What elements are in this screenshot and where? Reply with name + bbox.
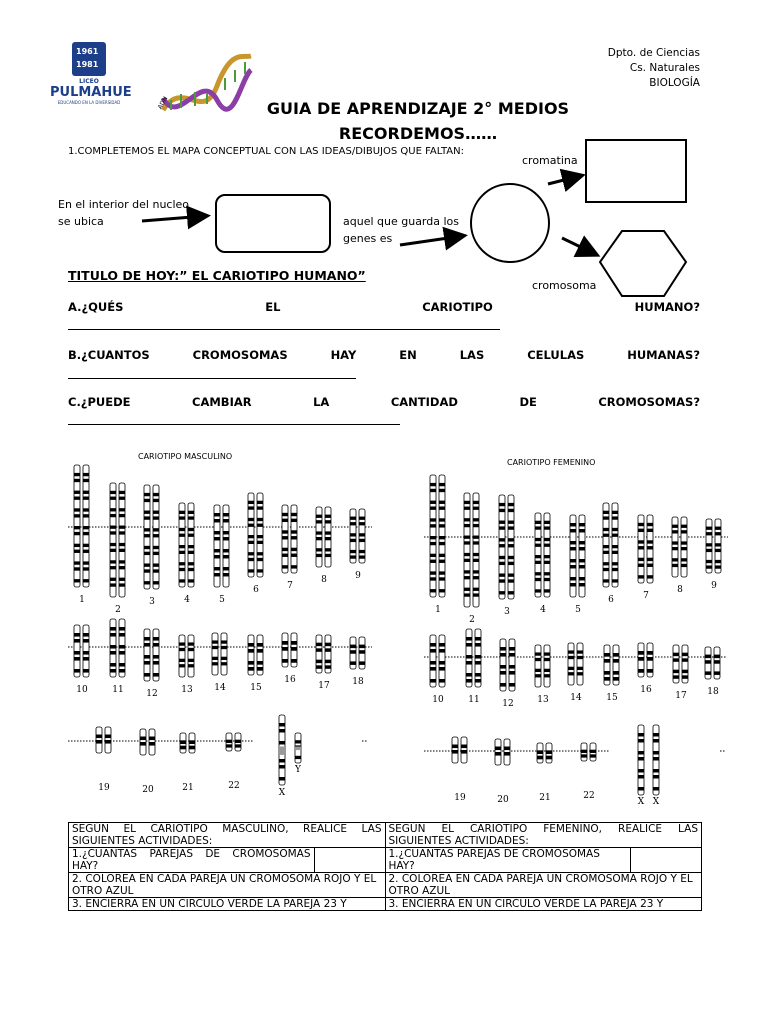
question-a-word: A.¿QUÉS <box>68 300 124 314</box>
male-chromosome-pair <box>235 733 241 751</box>
male-chromosome-number: 7 <box>287 581 293 591</box>
female-chromosome-number: 12 <box>502 699 514 709</box>
female-chromosome-number: 14 <box>570 693 582 703</box>
female-q3: 3. ENCIERRA EN UN CIRCULO VERDE LA PAREJA 23 Y <box>385 898 702 911</box>
female-chromosome-number: 20 <box>497 795 509 805</box>
female-q2: 2. COLOREA EN CADA PAREJA UN CROMOSOMA ROJO Y EL OTRO AZUL <box>385 873 702 898</box>
empty-circle <box>471 184 549 262</box>
male-q3: 3. ENCIERRA EN UN CIRCULO VERDE LA PAREJA 23 Y <box>69 898 386 911</box>
female-chromosome-pair <box>466 629 472 687</box>
female-chromosome-number: 21 <box>539 793 551 803</box>
cromosoma-label: cromosoma <box>532 279 597 292</box>
female-chromosome-number: 11 <box>468 695 480 705</box>
dept-line-2: Cs. Naturales <box>629 62 700 74</box>
question-b-word: CROMOSOMAS <box>192 348 288 362</box>
title-line-1: GUIA DE APRENDIZAJE 2° MEDIOS <box>266 99 570 118</box>
female-chromosome-pair <box>500 639 506 691</box>
male-chromosome-number: 21 <box>182 783 194 793</box>
female-chromosome-number: 9 <box>711 581 717 591</box>
female-chromosome-pair <box>715 519 721 573</box>
arrow-to-circle <box>400 236 462 245</box>
male-chromosome-pair <box>350 637 356 669</box>
question-b <box>68 348 700 362</box>
female-chromosome-number: 6 <box>608 595 614 605</box>
male-chromosome-pair <box>105 727 111 753</box>
female-chromosome-number: 1 <box>435 605 441 615</box>
female-x-chromosome <box>653 725 659 795</box>
question-c <box>68 395 700 409</box>
question-b-word: HAY <box>330 348 357 362</box>
female-chromosome-pair <box>544 513 550 597</box>
concept-middle-line-2: genes es <box>343 232 393 245</box>
female-chromosome-pair <box>475 629 481 687</box>
female-chromosome-pair <box>612 503 618 587</box>
male-chromosome-pair <box>144 629 150 681</box>
male-chromosome-number: 15 <box>250 683 262 693</box>
male-chromosome-pair <box>350 509 356 563</box>
male-chromosome-number: 6 <box>253 585 259 595</box>
dna-label: ADN <box>156 95 170 111</box>
female-chromosome-pair <box>430 635 436 687</box>
female-chromosome-pair <box>577 643 583 685</box>
female-chromosome-number: 5 <box>575 605 581 615</box>
badge-year-top: 1961 <box>76 47 99 56</box>
male-x-chromosome <box>279 715 285 785</box>
female-chromosome-number: 10 <box>432 695 444 705</box>
male-y-label: Y <box>295 765 301 775</box>
female-x-chromosome <box>638 725 644 795</box>
male-chromosome-pair <box>291 633 297 667</box>
question-b-word: EN <box>399 348 417 362</box>
dept-line-1: Dpto. de Ciencias <box>607 47 700 59</box>
male-chromosome-pair <box>248 635 254 675</box>
question-c-word: CANTIDAD <box>390 395 458 409</box>
female-chromosome-number: 13 <box>537 695 549 705</box>
female-chromosome-pair <box>546 743 552 763</box>
question-a-word: EL <box>265 300 281 314</box>
male-chromosome-pair <box>179 503 185 587</box>
female-chromosome-pair <box>508 495 514 599</box>
school-logo <box>50 40 132 108</box>
male-chromosome-pair <box>110 619 116 677</box>
female-chromosome-pair <box>706 519 712 573</box>
answer-line-c[interactable] <box>68 424 400 425</box>
male-y-chromosome <box>295 733 301 763</box>
empty-hexagon <box>600 231 686 296</box>
female-chromosome-pair <box>504 739 510 765</box>
female-chromosome-pair <box>509 639 515 691</box>
male-chromosome-pair <box>180 733 186 753</box>
female-karyotype-title: CARIOTIPO FEMENINO <box>507 458 596 467</box>
concept-map-instruction: 1.COMPLETEMOS EL MAPA CONCEPTUAL CON LAS IDEAS/DIBUJOS QUE FALTAN: <box>68 146 464 157</box>
male-chromosome-pair <box>221 633 227 675</box>
male-chromosome-pair <box>291 505 297 573</box>
question-c-word: LA <box>313 395 330 409</box>
activities-table <box>68 822 702 911</box>
female-q1-answer-box[interactable] <box>631 848 701 872</box>
male-chromosome-number: 3 <box>149 597 155 607</box>
male-chromosome-pair <box>282 505 288 573</box>
cromatina-label: cromatina <box>522 154 578 167</box>
female-chromosome-pair <box>714 647 720 679</box>
female-chromosome-pair <box>647 515 653 583</box>
female-chromosome-pair <box>590 743 596 761</box>
male-chromosome-pair <box>212 633 218 675</box>
female-chromosome-pair <box>673 645 679 683</box>
question-c-word: CAMBIAR <box>192 395 252 409</box>
male-chromosome-pair <box>119 483 125 597</box>
logo-school-name: PULMAHUE <box>50 85 132 100</box>
male-chromosome-number: 12 <box>146 689 158 699</box>
male-chromosome-pair <box>119 619 125 677</box>
female-chromosome-number: 16 <box>640 685 652 695</box>
male-chromosome-pair <box>83 465 89 587</box>
concept-left-line-2: se ubica <box>58 215 104 228</box>
female-q1: 1.¿CUANTAS PAREJAS DE CROMOSOMAS HAY? <box>386 848 632 872</box>
male-q2: 2. COLOREA EN CADA PAREJA UN CROMOSOMA ROJO Y EL OTRO AZUL <box>69 873 386 898</box>
male-chromosome-pair <box>153 485 159 589</box>
question-c-word: C.¿PUEDE <box>68 395 131 409</box>
male-chromosome-number: 8 <box>321 575 327 585</box>
dna-helix-image <box>155 48 255 120</box>
male-chromosome-pair <box>214 505 220 587</box>
answer-line-a[interactable] <box>68 329 500 330</box>
dept-line-3: BIOLOGÍA <box>649 77 700 89</box>
female-chromosome-pair <box>430 475 436 597</box>
arrow-to-cromatina <box>548 176 580 184</box>
female-chromosome-pair <box>535 513 541 597</box>
male-chromosome-number: 16 <box>284 675 296 685</box>
male-chromosome-pair <box>149 729 155 755</box>
male-chromosome-number: 19 <box>98 783 110 793</box>
female-chromosome-pair <box>544 645 550 687</box>
female-chromosome-pair <box>682 645 688 683</box>
male-activities-header: SEGÚN EL CARIOTIPO MASCULINO, REALICE LAS SIGUIENTES ACTIVIDADES: <box>69 823 386 848</box>
male-chromosome-pair <box>189 733 195 753</box>
male-karyotype-title: CARIOTIPO MASCULINO <box>138 452 233 461</box>
question-b-word: HUMANAS? <box>627 348 700 362</box>
female-chromosome-pair <box>570 515 576 597</box>
lesson-title: TITULO DE HOY:” EL CARIOTIPO HUMANO” <box>68 268 366 283</box>
male-chromosome-pair <box>74 465 80 587</box>
female-activities-header: SEGÚN EL CARIOTIPO FEMENINO, REALICE LAS SIGUIENTES ACTIVIDADES: <box>385 823 702 848</box>
logo-liceo: LICEO <box>79 78 99 85</box>
male-chromosome-pair <box>140 729 146 755</box>
question-a <box>68 300 700 314</box>
female-chromosome-pair <box>535 645 541 687</box>
male-chromosome-number: 10 <box>76 685 88 695</box>
male-chromosome-pair <box>325 507 331 567</box>
arrow-to-box <box>142 216 205 221</box>
male-chromosome-number: 18 <box>352 677 364 687</box>
question-b-word: CELULAS <box>527 348 585 362</box>
logo-badge <box>72 42 106 76</box>
male-q1: 1.¿CUANTAS PAREJAS DE CROMOSOMAS HAY? <box>69 848 315 872</box>
question-b-word: B.¿CUANTOS <box>68 348 150 362</box>
female-chromosome-pair <box>638 643 644 677</box>
male-chromosome-pair <box>74 625 80 677</box>
male-chromosome-pair <box>144 485 150 589</box>
male-chromosome-pair <box>223 505 229 587</box>
male-chromosome-pair <box>359 509 365 563</box>
female-chromosome-number: 8 <box>677 585 683 595</box>
male-chromosome-pair <box>188 635 194 677</box>
question-c-word: DE <box>519 395 537 409</box>
arrow-to-cromosoma <box>562 238 595 254</box>
female-chromosome-pair <box>638 515 644 583</box>
question-b-word: LAS <box>459 348 485 362</box>
male-chromosome-pair <box>359 637 365 669</box>
female-chromosome-number: 22 <box>583 791 595 801</box>
question-a-word: HUMANO? <box>634 300 700 314</box>
female-chromosome-number: 3 <box>504 607 510 617</box>
female-chromosome-number: 2 <box>469 615 475 625</box>
male-chromosome-pair <box>153 629 159 681</box>
question-c-word: CROMOSOMAS? <box>598 395 700 409</box>
male-chromosome-pair <box>316 635 322 673</box>
female-chromosome-pair <box>581 743 587 761</box>
male-q1-answer-box[interactable] <box>315 848 385 872</box>
male-chromosome-pair <box>83 625 89 677</box>
female-chromosome-pair <box>473 493 479 607</box>
female-chromosome-pair <box>604 645 610 685</box>
female-chromosome-number: 4 <box>540 605 546 615</box>
male-chromosome-number: 2 <box>115 605 121 615</box>
female-chromosome-pair <box>705 647 711 679</box>
male-chromosome-number: 17 <box>318 681 330 691</box>
answer-line-b[interactable] <box>68 378 356 379</box>
female-chromosome-pair <box>647 643 653 677</box>
female-chromosome-pair <box>499 495 505 599</box>
female-x-label: X <box>652 797 660 807</box>
male-chromosome-number: 14 <box>214 683 226 693</box>
badge-year-bottom: 1981 <box>76 60 99 69</box>
female-chromosome-pair <box>464 493 470 607</box>
male-chromosome-number: 9 <box>355 571 361 581</box>
male-chromosome-pair <box>316 507 322 567</box>
male-chromosome-pair <box>325 635 331 673</box>
male-chromosome-number: 4 <box>184 595 190 605</box>
female-chromosome-pair <box>452 737 458 763</box>
male-chromosome-number: 13 <box>181 685 193 695</box>
male-chromosome-pair <box>110 483 116 597</box>
concept-left-line-1: En el interior del nucleo <box>58 198 190 211</box>
male-chromosome-pair <box>282 633 288 667</box>
female-chromosome-pair <box>681 517 687 577</box>
female-chromosome-pair <box>603 503 609 587</box>
logo-motto: EDUCANDO EN LA DIVERSIDAD <box>57 100 121 105</box>
department-info <box>608 46 700 91</box>
question-a-word: CARIOTIPO <box>422 300 493 314</box>
female-chromosome-pair <box>439 635 445 687</box>
male-chromosome-pair <box>257 635 263 675</box>
female-chromosome-pair <box>439 475 445 597</box>
male-chromosome-number: 1 <box>79 595 85 605</box>
concept-middle-line-1: aquel que guarda los <box>343 215 459 228</box>
female-chromosome-number: 19 <box>454 793 466 803</box>
female-chromosome-pair <box>613 645 619 685</box>
karyotype-figure <box>0 455 768 805</box>
male-chromosome-number: 5 <box>219 595 225 605</box>
female-chromosome-pair <box>495 739 501 765</box>
female-x-label: X <box>637 797 645 807</box>
female-chromosome-pair <box>568 643 574 685</box>
male-chromosome-pair <box>257 493 263 577</box>
male-chromosome-pair <box>179 635 185 677</box>
male-chromosome-pair <box>188 503 194 587</box>
female-chromosome-pair <box>461 737 467 763</box>
female-chromosome-number: 15 <box>606 693 618 703</box>
male-chromosome-pair <box>248 493 254 577</box>
male-chromosome-number: 22 <box>228 781 240 791</box>
male-chromosome-number: 20 <box>142 785 154 795</box>
male-chromosome-pair <box>226 733 232 751</box>
empty-box-nucleus <box>216 195 330 252</box>
female-chromosome-number: 7 <box>643 591 649 601</box>
title-line-2: RECORDEMOS…… <box>338 124 498 143</box>
male-chromosome-pair <box>96 727 102 753</box>
female-chromosome-pair <box>579 515 585 597</box>
empty-box-cromatina <box>586 140 686 202</box>
male-x-label: X <box>278 788 286 798</box>
female-chromosome-number: 18 <box>707 687 719 697</box>
male-chromosome-number: 11 <box>112 685 124 695</box>
female-chromosome-pair <box>537 743 543 763</box>
female-chromosome-pair <box>672 517 678 577</box>
female-chromosome-number: 17 <box>675 691 687 701</box>
